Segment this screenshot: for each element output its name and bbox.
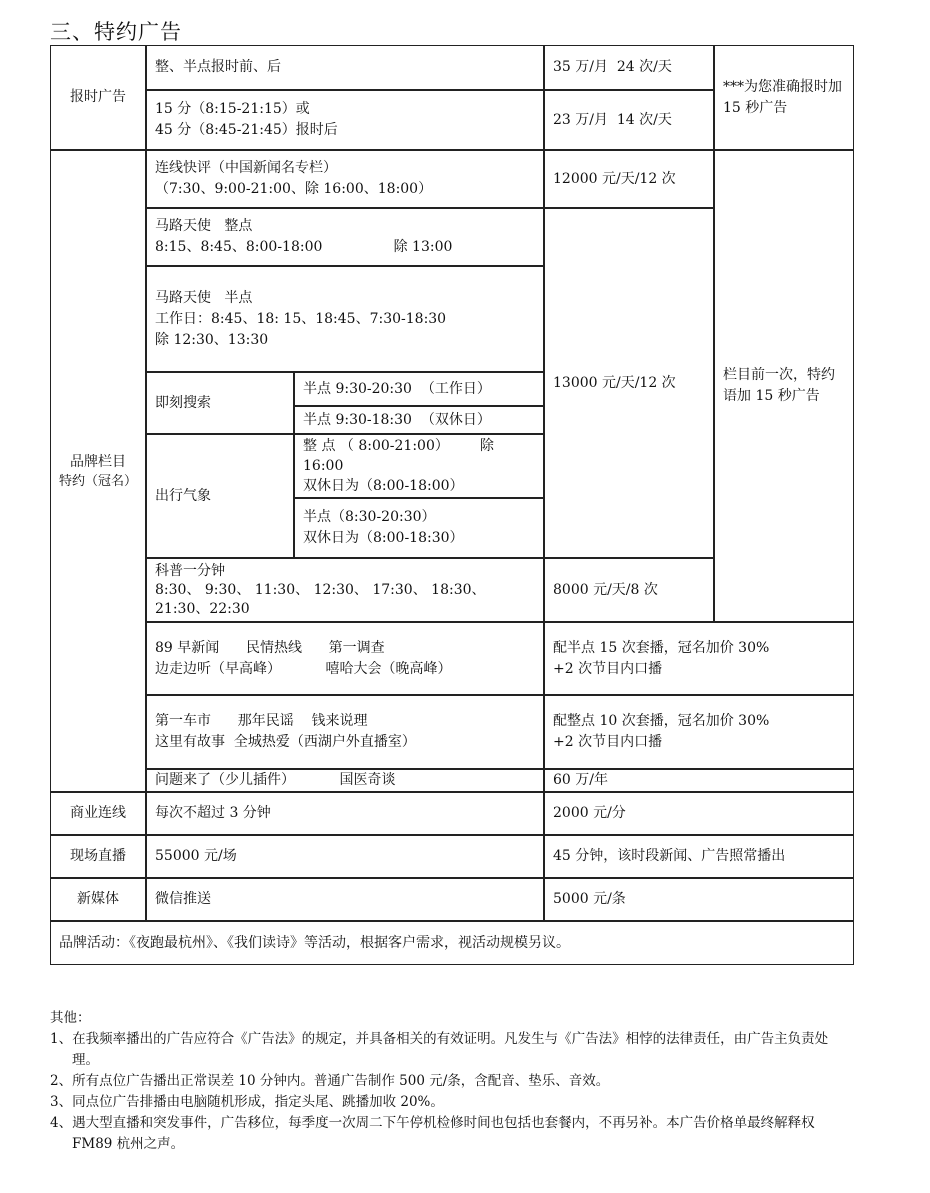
time-ad-row-1-line-1: 整、半点报时前、后: [155, 59, 281, 75]
brand-right-note-text: 栏目前一次，特约语加 15 秒广告: [723, 367, 835, 404]
angel-half-line-3: 除 12:30、13:30: [155, 331, 269, 348]
quick-review-price: [544, 150, 714, 208]
science-price: [544, 558, 714, 622]
package-2-price-line-2: +2 次节目内口播: [553, 734, 663, 750]
live-label-text: 现场直播: [70, 848, 126, 864]
brand-activity-row: [50, 921, 854, 965]
travel-weather-slot-1-line-3: 双休日为（8:00-18:00）: [303, 478, 464, 494]
instant-search-slot-1-text: 半点 9:30-20:30 （工作日）: [303, 380, 491, 397]
travel-weather-label: [146, 434, 294, 558]
new-media-content-text: 微信推送: [155, 891, 211, 907]
time-ad-row-2-line-2: 45 分（8:45-21:45）报时后: [155, 122, 338, 138]
angel-half-content: [146, 266, 544, 372]
time-ad-row-1-content: [146, 45, 544, 90]
notes-item-3: 3、同点位广告排播由电脑随机形成，指定头尾、跳播加收 20%。: [50, 1094, 444, 1110]
instant-search-slot-1: [294, 372, 544, 406]
live-label: [50, 835, 146, 878]
science-line-3: 21:30、22:30: [155, 600, 250, 617]
quick-review-line-2: （7:30、9:00-21:00、除 16:00、18:00）: [155, 181, 433, 197]
new-media-label: [50, 878, 146, 921]
business-label: [50, 792, 146, 835]
package-2-line-2: 这里有故事 全城热爱（西湖户外直播室）: [155, 734, 416, 750]
time-ad-row-2-content: [146, 90, 544, 150]
time-ad-label: [50, 45, 146, 150]
travel-weather-slot-1-line-2: 16:00: [303, 458, 344, 474]
quick-review-line-1: 连线快评（中国新闻名专栏）: [155, 160, 337, 176]
science-price-text: 8000 元/天/8 次: [553, 581, 658, 598]
quick-review-price-text: 12000 元/天/12 次: [553, 170, 676, 187]
instant-search-slot-2: [294, 406, 544, 434]
package-1-price: [544, 622, 854, 695]
brand-label-text: 品牌栏目: [70, 453, 126, 470]
notes-item-4: 4、遇大型直播和突发事件，广告移位，每季度一次周二下午停机检修时间也包括也套餐内，不再另补。本广告价格单最终解释权 FM89 杭州之声。: [50, 1115, 815, 1152]
package-1-line-1: 89 早新闻 民情热线 第一调查: [155, 639, 385, 656]
travel-weather-slot-2-line-2: 双休日为（8:00-18:30）: [303, 530, 464, 546]
quick-review-content: [146, 150, 544, 208]
time-ad-row-2-line-1: 15 分（8:15-21:15）或: [155, 101, 310, 117]
instant-search-slot-2-text: 半点 9:30-18:30 （双休日）: [303, 411, 491, 428]
travel-weather-slot-2-line-1: 半点（8:30-20:30）: [303, 509, 436, 525]
travel-weather-label-text: 出行气象: [155, 487, 211, 504]
question-price-text: 60 万/年: [553, 772, 608, 788]
science-content: [146, 558, 544, 622]
business-label-text: 商业连线: [70, 805, 126, 821]
angel-hour-content: [146, 208, 544, 266]
live-content-text: 55000 元/场: [155, 848, 237, 864]
time-ad-row-1-price-text: 35 万/月 24 次/天: [553, 59, 672, 75]
brand-activity-text: 品牌活动：《夜跑最杭州》、《我们读诗》等活动，根据客户需求，视活动规模另议。: [59, 934, 570, 951]
new-media-price: [544, 878, 854, 921]
business-content: [146, 792, 544, 835]
time-ad-row-1-price: [544, 45, 714, 90]
instant-search-label: [146, 372, 294, 434]
question-content: [146, 769, 544, 792]
time-ad-row-2-price-text: 23 万/月 14 次/天: [553, 111, 672, 128]
business-content-text: 每次不超过 3 分钟: [155, 805, 271, 821]
question-price: [544, 769, 854, 792]
new-media-content: [146, 878, 544, 921]
new-media-label-text: 新媒体: [77, 891, 119, 907]
package-1-line-2: 边走边听（早高峰） 嘻哈大会（晚高峰）: [155, 660, 452, 677]
package-1-price-line-2: +2 次节目内口播: [553, 660, 663, 677]
time-ad-row-2-price: [544, 90, 714, 150]
travel-weather-slot-2: [294, 498, 544, 558]
business-price-text: 2000 元/分: [553, 805, 626, 821]
notes-item-2: 2、所有点位广告播出正常误差 10 分钟内。普通广告制作 500 元/条，含配音、垫乐、音效。: [50, 1073, 610, 1089]
science-line-1: 科普一分钟: [155, 562, 225, 579]
notes-item-1: 1、在我频率播出的广告应符合《广告法》的规定，并具备相关的有效证明。凡发生与《广告法》相悖的法律责任，由广告主负责处理。: [50, 1031, 829, 1068]
package-2-content: [146, 695, 544, 769]
live-content: [146, 835, 544, 878]
package-1-content: [146, 622, 544, 695]
brand-label: [50, 150, 146, 792]
live-price: [544, 835, 854, 878]
angel-hour-line-1: 马路天使 整点: [155, 218, 253, 234]
brand-right-note: [714, 150, 854, 622]
mid-price-text: 13000 元/天/12 次: [553, 374, 676, 391]
new-media-price-text: 5000 元/条: [553, 891, 626, 907]
package-1-price-line-1: 配半点 15 次套播，冠名加价 30%: [553, 639, 770, 656]
package-2-line-1: 第一车市 那年民谣 钱来说理: [155, 713, 368, 729]
time-ad-note: [714, 45, 854, 150]
angel-hour-line-2: 8:15、8:45、8:00-18:00 除 13:00: [155, 239, 453, 255]
notes-section: [50, 1008, 850, 1155]
mid-price: [544, 208, 714, 558]
instant-search-label-text: 即刻搜索: [155, 394, 211, 411]
notes-title: 其他：: [50, 1010, 91, 1026]
business-price: [544, 792, 854, 835]
travel-weather-slot-1: [294, 434, 544, 498]
question-text: 问题来了（少儿插件） 国医奇谈: [155, 772, 396, 788]
science-line-2: 8:30、 9:30、 11:30、 12:30、 17:30、 18:30、: [155, 581, 486, 598]
angel-half-line-1: 马路天使 半点: [155, 289, 253, 306]
package-2-price-line-1: 配整点 10 次套播，冠名加价 30%: [553, 713, 770, 729]
package-2-price: [544, 695, 854, 769]
section-heading: 三、特约广告: [50, 20, 182, 44]
time-ad-note-text: ***为您准确报时加 15 秒广告: [723, 78, 842, 116]
live-price-text: 45 分钟，该时段新闻、广告照常播出: [553, 848, 786, 864]
travel-weather-slot-1-line-1: 整 点 （ 8:00-21:00） 除: [303, 438, 495, 454]
angel-half-line-2: 工作日：8:45、18: 15、18:45、7:30-18:30: [155, 310, 447, 327]
time-ad-label-text: 报时广告: [70, 89, 126, 105]
brand-sublabel-text: 特约（冠名）: [59, 473, 138, 489]
